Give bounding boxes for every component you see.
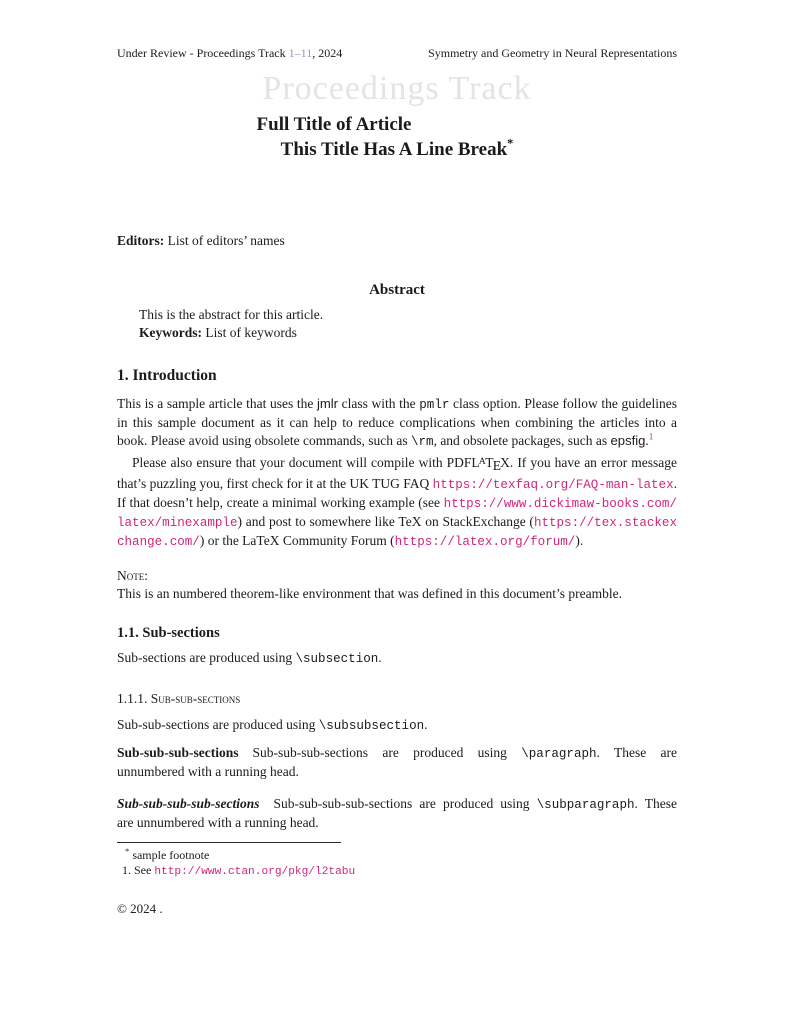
text-run: X. If you have an error message that’s puzzling you, first check for it at the UK TUG FAQ (117, 454, 677, 491)
note-environment (117, 567, 677, 603)
text-run: This Title Has A Line Break (280, 139, 508, 160)
text-run: . These are unnumbered with a running head. (117, 795, 677, 830)
note-body: This is an numbered theorem-like environment that was defined in this document’s preamble. (117, 585, 622, 601)
text-run: \subsection (295, 651, 379, 666)
text-run: . (424, 716, 428, 732)
header-right: Symmetry and Geometry in Neural Representations (428, 46, 677, 60)
subparagraph-runin (117, 795, 677, 832)
footnote-rule (117, 842, 341, 843)
watermark-title: Proceedings Track (262, 70, 532, 107)
running-header (117, 46, 677, 60)
title-line-2 (117, 137, 677, 162)
footnote-star (117, 845, 677, 864)
text-run: jmlr (316, 396, 339, 411)
subsection-body (117, 649, 677, 668)
hyperlink-url[interactable]: https://texfaq.org/FAQ-man-latex (432, 477, 674, 492)
text-run: class with the (338, 396, 420, 411)
subsubsection-heading (117, 690, 677, 708)
text-run: . These are unnumbered with a running head. (117, 744, 677, 779)
footnote-1 (117, 863, 677, 881)
editors-label: Editors: (117, 233, 165, 248)
text-run: Please also ensure that your document will compile with PDFL (132, 454, 480, 470)
footnote-area (117, 842, 677, 881)
hyperlink-url[interactable]: https://www.dickimaw-books.com/latex/minexample (117, 496, 677, 530)
text-run: Sub-sub-sub-sub-sections are produced using (273, 795, 537, 811)
keywords-line (139, 324, 655, 342)
subsubsection-title: Sub-sub-sections (150, 690, 241, 706)
article-title (117, 112, 677, 162)
copyright-line: © 2024 . (117, 900, 163, 916)
text-run: \rm (410, 435, 434, 449)
paragraph-runin (117, 744, 677, 781)
text-run: This is a sample article that uses the (117, 396, 317, 411)
text-run: pmlr (419, 398, 450, 412)
text-run: * (507, 136, 514, 151)
text-run: Sub-sections are produced using (117, 649, 296, 665)
text-run: . (645, 433, 649, 448)
text-run: \subsubsection (318, 718, 425, 733)
hyperlink-url[interactable]: https://tex.stackexchange.com/ (117, 515, 677, 549)
text-run: . (378, 649, 382, 665)
subsubsection-number: 1.1.1. (117, 690, 151, 706)
section-heading-introduction: 1. Introduction (117, 367, 217, 384)
abstract-section (117, 280, 677, 342)
hyperlink-url[interactable]: http://www.ctan.org/pkg/l2tabu (154, 866, 356, 879)
text-run: \subparagraph (536, 797, 635, 812)
text-run: Sub-sub-sections are produced using (117, 716, 319, 732)
abstract-heading: Abstract (369, 282, 425, 298)
keywords-value: List of keywords (202, 325, 297, 340)
abstract-text: This is the abstract for this article. (139, 307, 324, 322)
header-left (117, 46, 342, 60)
text-run: E (492, 457, 501, 473)
hyperlink-url[interactable]: https://latex.org/forum/ (394, 534, 576, 549)
text-run: ) or the LaTeX Community Forum ( (199, 532, 395, 548)
text-run: * (125, 845, 130, 856)
text-run: Sub-sub-sub-sections are produced using (252, 744, 522, 760)
title-line-1: Full Title of Article (256, 114, 412, 135)
intro-paragraph-2 (117, 453, 677, 551)
footnote-ref-link[interactable]: 1 (648, 431, 654, 442)
keywords-label: Keywords: (139, 325, 202, 340)
text-run: epsfig (610, 433, 646, 448)
text-run: , and obsolete packages, such as (433, 433, 611, 448)
text-run: sample footnote (129, 847, 210, 862)
text-run: A (478, 456, 486, 467)
subsection-heading: 1.1. Sub-sections (117, 624, 220, 641)
text-run: . If that doesn’t help, create a minimal working example (see (117, 475, 677, 510)
text-run: 1. See (122, 863, 155, 878)
text-run: ) and post to somewhere like TeX on StackExchange ( (237, 513, 534, 529)
text-run: ). (575, 532, 584, 548)
text-run: \paragraph (521, 746, 597, 761)
text-run: Under Review - Proceedings Track (117, 46, 289, 60)
page-range-link[interactable]: 1–11 (288, 46, 313, 60)
intro-paragraph-1 (117, 395, 677, 451)
text-run: Sub-sub-sub-sub-sections (117, 795, 260, 811)
editors-line (117, 232, 677, 250)
text-run: Sub-sub-sub-sections (117, 744, 239, 760)
text-run: class option. Please follow the guidelines in this sample document as it can help to reduce complications when combining the articles into a book. Please avoid using obsolete commands, such as (117, 396, 677, 448)
subsubsection-body (117, 716, 677, 735)
note-heading: Note: (117, 567, 148, 583)
editors-value: List of editors’ names (164, 233, 285, 248)
text-run: , 2024 (312, 46, 343, 60)
text-run: T (485, 454, 494, 470)
